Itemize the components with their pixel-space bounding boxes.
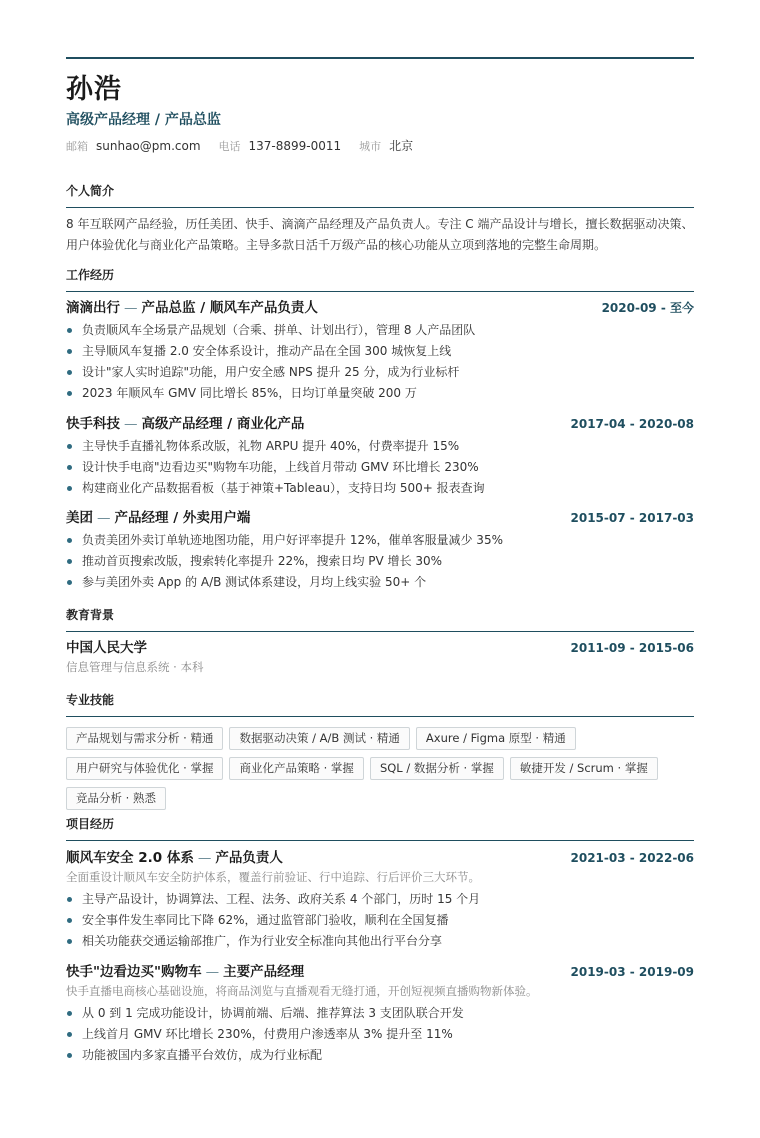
contact-email xyxy=(66,137,201,156)
section-divider xyxy=(66,840,694,841)
section-divider xyxy=(66,631,694,632)
skill-tag: SQL / 数据分析 · 掌握 xyxy=(370,757,504,780)
company-name: 滴滴出行 xyxy=(66,300,120,316)
role-name: 产品总监 / 顺风车产品负责人 xyxy=(141,300,318,316)
bullet-list xyxy=(66,889,694,952)
email-value: sunhao@pm.com xyxy=(96,139,201,153)
contact-city xyxy=(359,137,413,156)
list-item: 设计快手电商"边看边买"购物车功能，上线首月带动 GMV 环比增长 230% xyxy=(66,457,694,478)
contact-phone xyxy=(219,137,342,156)
education-section xyxy=(66,607,694,632)
section-heading: 专业技能 xyxy=(66,693,115,707)
list-item: 2023 年顺风车 GMV 同比增长 85%，日均订单量突破 200 万 xyxy=(66,383,694,404)
education-detail: 信息管理与信息系统 · 本科 xyxy=(66,660,204,674)
section-divider xyxy=(66,207,694,208)
list-item: 相关功能获交通运输部推广，作为行业安全标准向其他出行平台分享 xyxy=(66,931,694,952)
entry-title: 美团 — 产品经理 / 外卖用户端 xyxy=(66,510,251,526)
list-item: 参与美团外卖 App 的 A/B 测试体系建设，月均上线实验 50+ 个 xyxy=(66,572,694,593)
list-item: 功能被国内多家直播平台效仿，成为行业标配 xyxy=(66,1045,694,1066)
work-section xyxy=(66,267,694,292)
section-heading: 教育背景 xyxy=(66,608,115,622)
skill-tag: 产品规划与需求分析 · 精通 xyxy=(66,727,223,750)
list-item: 设计"家人实时追踪"功能，用户安全感 NPS 提升 25 分，成为行业标杆 xyxy=(66,362,694,383)
list-item: 负责美团外卖订单轨迹地图功能，用户好评率提升 12%，催单客服量减少 35% xyxy=(66,530,694,551)
work-entry xyxy=(66,508,694,593)
email-label: 邮箱 xyxy=(66,140,88,153)
project-description: 全面重设计顺风车安全防护体系，覆盖行前验证、行中追踪、行后评价三大环节。 xyxy=(66,870,480,884)
candidate-title: 高级产品经理 / 产品总监 xyxy=(66,112,221,128)
skill-tag: 竞品分析 · 熟悉 xyxy=(66,787,166,810)
skill-tags xyxy=(66,727,694,810)
list-item: 主导快手直播礼物体系改版，礼物 ARPU 提升 40%，付费率提升 15% xyxy=(66,436,694,457)
entry-title: 快手科技 — 高级产品经理 / 商业化产品 xyxy=(66,416,305,432)
entry-date: 2011-09 - 2015-06 xyxy=(570,641,694,655)
city-value: 北京 xyxy=(389,139,414,153)
list-item: 安全事件发生率同比下降 62%，通过监管部门验收，顺利在全国复播 xyxy=(66,910,694,931)
contact-line xyxy=(66,137,694,156)
role-name: 主要产品经理 xyxy=(223,964,305,980)
section-heading: 项目经历 xyxy=(66,817,115,831)
skill-tag: 商业化产品策略 · 掌握 xyxy=(229,757,363,780)
skill-tag: 数据驱动决策 / A/B 测试 · 精通 xyxy=(229,727,409,750)
skill-tag: 敏捷开发 / Scrum · 掌握 xyxy=(510,757,658,780)
project-name: 快手"边看边买"购物车 xyxy=(66,964,202,980)
company-name: 快手科技 xyxy=(66,416,120,432)
list-item: 推动首页搜索改版，搜索转化率提升 22%，搜索日均 PV 增长 30% xyxy=(66,551,694,572)
bullet-list xyxy=(66,320,694,404)
list-item: 构建商业化产品数据看板（基于神策+Tableau），支持日均 500+ 报表查询 xyxy=(66,478,694,499)
phone-label: 电话 xyxy=(218,140,241,153)
project-entry xyxy=(66,962,694,1066)
section-heading: 个人简介 xyxy=(66,184,115,198)
phone-value: 137-8899-0011 xyxy=(248,139,342,153)
company-name: 美团 xyxy=(66,510,93,526)
list-item: 主导产品设计，协调算法、工程、法务、政府关系 4 个部门，历时 15 个月 xyxy=(66,889,694,910)
school-name: 中国人民大学 xyxy=(66,640,147,656)
project-name: 顺风车安全 2.0 体系 xyxy=(66,850,194,866)
bullet-list xyxy=(66,1003,694,1066)
skill-tag: Axure / Figma 原型 · 精通 xyxy=(416,727,576,750)
bullet-list xyxy=(66,530,694,593)
resume-page xyxy=(66,57,694,156)
entry-date: 2020-09 - 至今 xyxy=(601,301,694,315)
bullet-list xyxy=(66,436,694,499)
entry-date: 2017-04 - 2020-08 xyxy=(570,417,694,431)
entry-title: 快手"边看边买"购物车 — 主要产品经理 xyxy=(66,964,305,980)
section-heading: 工作经历 xyxy=(66,268,115,282)
entry-title: 滴滴出行 — 产品总监 / 顺风车产品负责人 xyxy=(66,300,318,316)
project-entry xyxy=(66,848,694,952)
section-divider xyxy=(66,716,694,717)
role-name: 产品负责人 xyxy=(215,850,283,866)
list-item: 上线首月 GMV 环比增长 230%，付费用户渗透率从 3% 提升至 11% xyxy=(66,1024,694,1045)
entry-title: 顺风车安全 2.0 体系 — 产品负责人 xyxy=(66,850,283,866)
top-divider xyxy=(66,57,694,59)
skills-section xyxy=(66,692,694,810)
skill-tag: 用户研究与体验优化 · 掌握 xyxy=(66,757,223,780)
role-name: 高级产品经理 / 商业化产品 xyxy=(141,416,305,432)
list-item: 从 0 到 1 完成功能设计，协调前端、后端、推荐算法 3 支团队联合开发 xyxy=(66,1003,694,1024)
entry-date: 2021-03 - 2022-06 xyxy=(570,851,694,865)
projects-section xyxy=(66,816,694,841)
education-entry xyxy=(66,638,694,677)
list-item: 负责顺风车全场景产品规划（合乘、拼单、计划出行），管理 8 人产品团队 xyxy=(66,320,694,341)
city-label: 城市 xyxy=(359,140,382,153)
entry-date: 2019-03 - 2019-09 xyxy=(570,965,694,979)
summary-section xyxy=(66,183,694,255)
candidate-name: 孙浩 xyxy=(66,74,122,105)
role-name: 产品经理 / 外卖用户端 xyxy=(114,510,251,526)
work-entry xyxy=(66,414,694,499)
list-item: 主导顺风车复播 2.0 安全体系设计，推动产品在全国 300 城恢复上线 xyxy=(66,341,694,362)
summary-text: 8 年互联网产品经验，历任美团、快手、滴滴产品经理及产品负责人。专注 C 端产品设计与增长，擅长数据驱动决策、用户体验优化与商业化产品策略。主导多款日活千万级产品的核心功能从立项到落地的完整生命周期。 xyxy=(66,217,694,252)
work-entry xyxy=(66,298,694,404)
section-divider xyxy=(66,291,694,292)
entry-date: 2015-07 - 2017-03 xyxy=(570,511,694,525)
project-description: 快手直播电商核心基础设施，将商品浏览与直播观看无缝打通，开创短视频直播购物新体验。 xyxy=(66,984,538,998)
